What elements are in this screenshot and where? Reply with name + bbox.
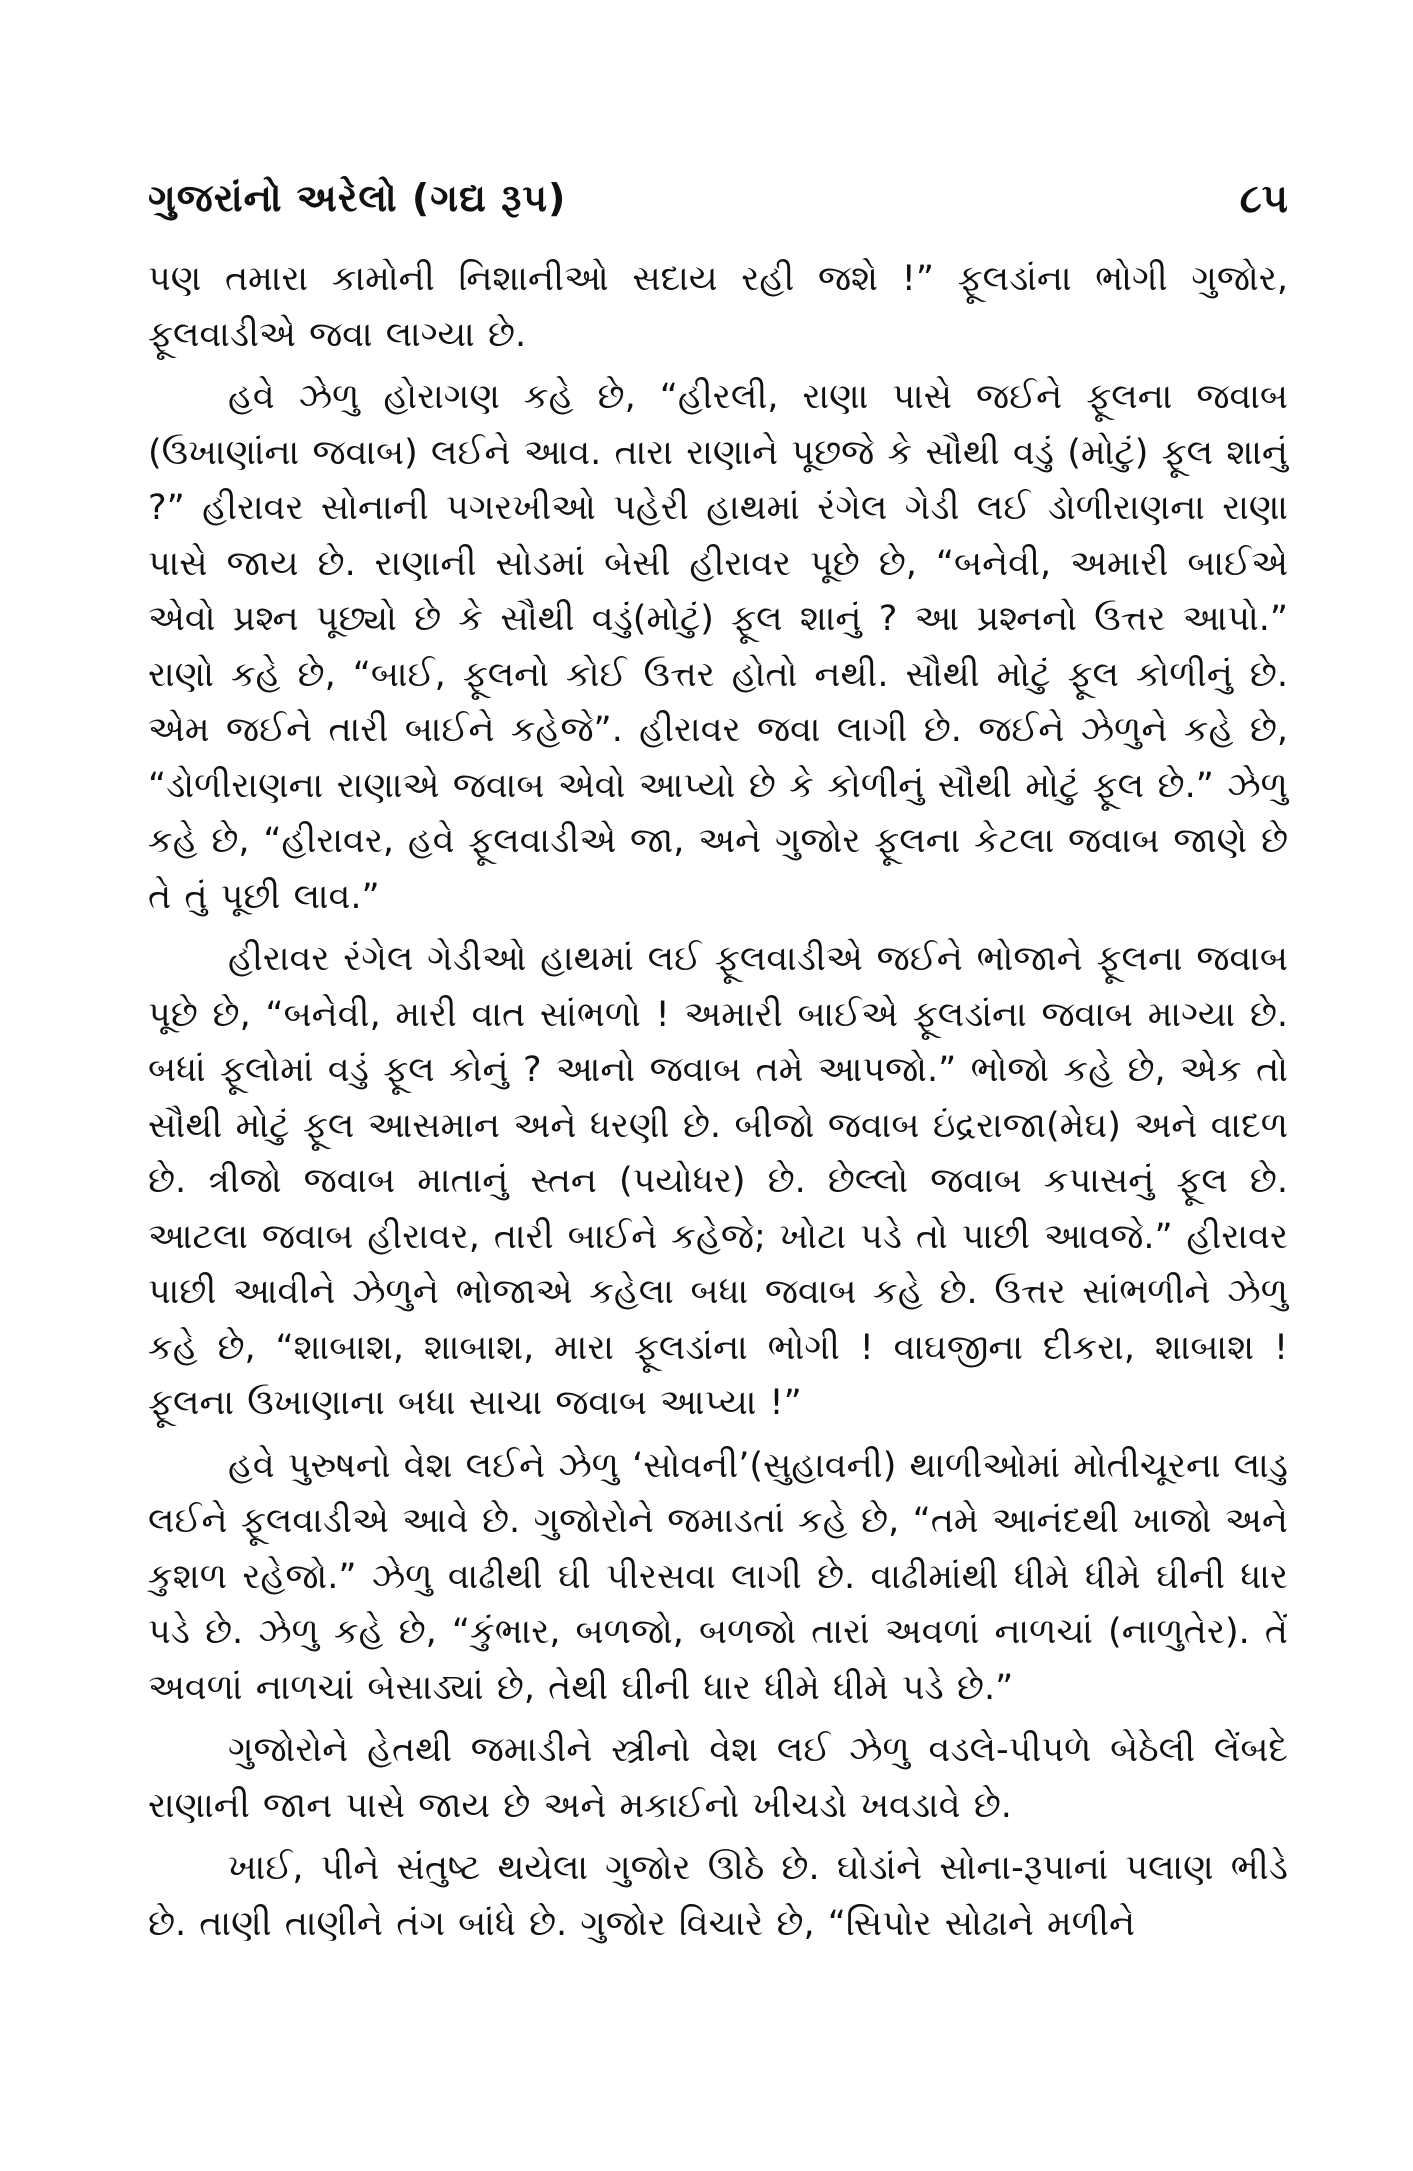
running-title: ગુજરાંનો અરેલો (ગદ્ય રૂપ)	[148, 176, 567, 220]
body-text	[148, 252, 1288, 1952]
paragraph: ખાઈ, પીને સંતુષ્ટ થયેલા ગુજોર ઊઠે છે. ઘોડાંને સોના-રૂપાનાં પલાણ ભીડે છે. તાણી તાણીને તંગ બાંધે છે. ગુજોર વિચારે છે, “સિપોર સોઢાને મળીને	[148, 1848, 1288, 1944]
paragraph: હીરાવર રંગેલ ગેડીઓ હાથમાં લઈ ફૂલવાડીએ જઈને ભોજાને ફૂલના જવાબ પૂછે છે, “બનેવી, મારી વાત સાંભળો ! અમારી બાઈએ ફૂલડાંના જવાબ માગ્યા છે. બધાં ફૂલોમાં વડું ફૂલ કોનું ? આનો જવાબ તમે આપજો.” ભોજો કહે છે, એક તો સૌથી મોટું ફૂલ આસમાન અને ધરણી છે. બીજો જવાબ ઇંદ્રરાજા(મેઘ) અને વાદળ છે. ત્રીજો જવાબ માતાનું સ્તન (પયોધર) છે. છેલ્લો જવાબ કપાસનું ફૂલ છે. આટલા જવાબ હીરાવર, તારી બાઈને કહેજે; ખોટા પડે તો પાછી આવજે.” હીરાવર પાછી આવીને ઝેળુને ભોજાએ કહેલા બધા જવાબ કહે છે. ઉત્તર સાંભળીને ઝેળુ કહે છે, “શાબાશ, શાબાશ, મારા ફૂલડાંના ભોગી ! વાઘજીના દીકરા, શાબાશ ! ફૂલના ઉખાણાના બધા સાચા જવાબ આપ્યા !”	[148, 939, 1288, 1423]
paragraph: હવે પુરુષનો વેશ લઈને ઝેળુ ‘સોવની’(સુહાવની) થાળીઓમાં મોતીચૂરના લાડુ લઈને ફૂલવાડીએ આવે છે. ગુજોરોને જમાડતાં કહે છે, “તમે આનંદથી ખાજો અને કુશળ રહેજો.” ઝેળુ વાઢીથી ઘી પીરસવા લાગી છે. વાઢીમાંથી ધીમે ધીમે ઘીની ધાર પડે છે. ઝેળુ કહે છે, “કુંભાર, બળજો, બળજો તારાં અવળાં નાળચાં (નાળુતેર). તેં અવળાં નાળચાં બેસાડ્યાં છે, તેથી ઘીની ધાર ધીમે ધીમે પડે છે.”	[148, 1445, 1288, 1708]
paragraph: પણ તમારા કામોની નિશાનીઓ સદાય રહી જશે !” ફૂલડાંના ભોગી ગુજોર, ફૂલવાડીએ જવા લાગ્યા છે.	[148, 259, 1288, 355]
page-header	[148, 176, 1288, 236]
paragraph: હવે ઝેળુ હોરાગણ કહે છે, “હીરલી, રાણા પાસે જઈને ફૂલના જવાબ (ઉખાણાંના જવાબ) લઈને આવ. તારા રાણાને પૂછજે કે સૌથી વડું (મોટું) ફૂલ શાનું ?” હીરાવર સોનાની પગરખીઓ પહેરી હાથમાં રંગેલ ગેડી લઈ ડોળીરાણના રાણા પાસે જાય છે. રાણાની સોડમાં બેસી હીરાવર પૂછે છે, “બનેવી, અમારી બાઈએ એવો પ્રશ્ન પૂછ્યો છે કે સૌથી વડું(મોટું) ફૂલ શાનું ? આ પ્રશ્નનો ઉત્તર આપો.” રાણો કહે છે, “બાઈ, ફૂલનો કોઈ ઉત્તર હોતો નથી. સૌથી મોટું ફૂલ કોળીનું છે. એમ જઈને તારી બાઈને કહેજે”. હીરાવર જવા લાગી છે. જઈને ઝેળુને કહે છે, “ડોળીરાણના રાણાએ જવાબ એવો આપ્યો છે કે કોળીનું સૌથી મોટું ફૂલ છે.” ઝેળુ કહે છે, “હીરાવર, હવે ફૂલવાડીએ જા, અને ગુજોર ફૂલના કેટલા જવાબ જાણે છે તે તું પૂછી લાવ.”	[148, 377, 1288, 917]
paragraph: ગુજોરોને હેતથી જમાડીને સ્ત્રીનો વેશ લઈ ઝેળુ વડલે-પીપળે બેઠેલી લેંબદે રાણાની જાન પાસે જાય છે અને મકાઈનો ખીચડો ખવડાવે છે.	[148, 1730, 1288, 1826]
page-number: ૮૫	[1239, 176, 1288, 222]
